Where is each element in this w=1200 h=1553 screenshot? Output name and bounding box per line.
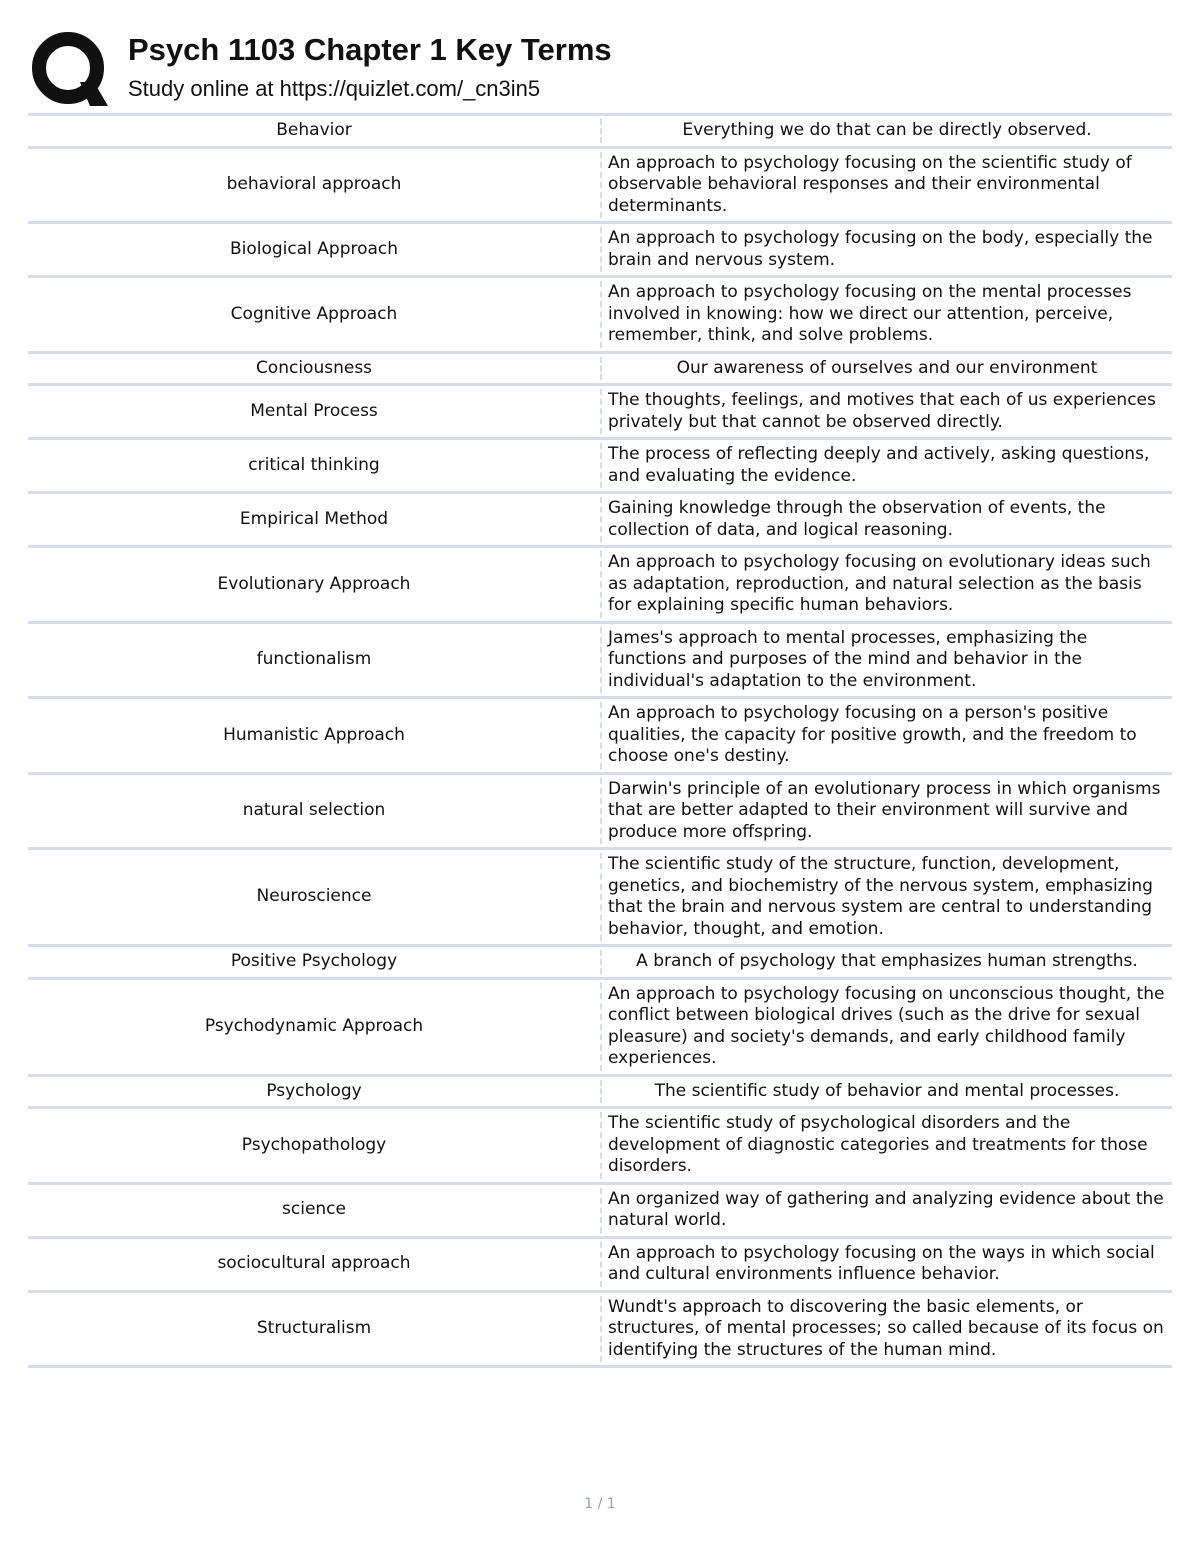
term-row <box>28 386 1172 440</box>
term-label: natural selection <box>242 800 386 820</box>
term-row <box>28 440 1172 494</box>
page-indicator: 1 / 1 <box>584 1496 616 1512</box>
term-row <box>28 947 1172 980</box>
term-definition: The thoughts, feelings, and motives that each of us experiences privately but that cannot be observed directly. <box>608 390 1156 432</box>
term-row <box>28 278 1172 354</box>
quizlet-q-logo-icon <box>30 30 108 108</box>
term-definition: An approach to psychology focusing on the ways in which social and cultural environments influence behavior. <box>608 1242 1155 1284</box>
term-label: Humanistic Approach <box>223 724 405 745</box>
term-definition: An organized way of gathering and analyzing evidence about the natural world. <box>608 1188 1164 1230</box>
term-label: Biological Approach <box>229 238 399 259</box>
term-row <box>28 224 1172 278</box>
term-definition: An approach to psychology focusing on evolutionary ideas such as adaptation, reproduction, and natural selection as the basis for explaining specific human behaviors. <box>608 552 1151 615</box>
term-definition: The scientific study of psychological disorders and the development of diagnostic categories and treatments for those disorders. <box>608 1113 1148 1176</box>
study-online-link[interactable]: Study online at https://quizlet.com/_cn3in5 <box>128 76 541 101</box>
term-label: Mental Process <box>250 400 378 421</box>
term-label: critical thinking <box>248 454 380 475</box>
term-definition: The process of reflecting deeply and actively, asking questions, and evaluating the evidence. <box>608 444 1150 486</box>
term-row <box>28 624 1172 700</box>
term-label: Neuroscience <box>256 886 372 907</box>
term-label: science <box>282 1199 346 1220</box>
page-header <box>28 28 1172 110</box>
term-definition: An approach to psychology focusing on unconscious thought, the conflict between biological drives (such as the drive for sexual pleasure) and society's demands, and early childhood family experiences. <box>608 983 1165 1068</box>
term-label: functionalism <box>256 649 372 669</box>
term-row <box>28 149 1172 225</box>
term-definition: Wundt's approach to discovering the basic elements, or structures, of mental processes; so called because of its focus on identifying the structures of the human mind. <box>608 1296 1164 1360</box>
term-label: Psychodynamic Approach <box>204 1015 424 1036</box>
term-row <box>28 980 1172 1077</box>
term-row <box>28 1109 1172 1185</box>
term-definition: A branch of psychology that emphasizes human strengths. <box>636 951 1138 971</box>
term-row <box>28 354 1172 387</box>
term-row <box>28 494 1172 548</box>
term-definition: James's approach to mental processes, emphasizing the functions and purposes of the mind and behavior in the individual's adaptation to the environment. <box>608 627 1088 691</box>
term-label: Conciousness <box>255 357 373 378</box>
term-definition: An approach to psychology focusing on the body, especially the brain and nervous system. <box>608 228 1153 270</box>
term-definition: Everything we do that can be directly observed. <box>682 120 1092 140</box>
term-row <box>28 1239 1172 1293</box>
term-definition: Our awareness of ourselves and our environment <box>676 357 1098 378</box>
key-terms-table <box>28 113 1172 1368</box>
term-definition: An approach to psychology focusing on the mental processes involved in knowing: how we direct our attention, perceive, remember, think, and solve problems. <box>608 282 1132 345</box>
term-label: Psychology <box>266 1080 362 1101</box>
term-label: Cognitive Approach <box>230 303 398 324</box>
term-definition: The scientific study of the structure, function, development, genetics, and biochemistry of the nervous system, emphasizing that the brain and nervous system are central to understanding behavior, thought, and emotion. <box>608 854 1153 939</box>
term-definition: The scientific study of behavior and mental processes. <box>654 1080 1120 1101</box>
term-label: Psychopathology <box>241 1134 387 1155</box>
term-label: Behavior <box>276 120 352 140</box>
term-label: Positive Psychology <box>230 951 398 971</box>
term-definition: Darwin's principle of an evolutionary process in which organisms that are better adapted to their environment will survive and produce more offspring. <box>608 778 1161 842</box>
term-row <box>28 699 1172 775</box>
term-label: sociocultural approach <box>217 1253 411 1274</box>
term-definition: An approach to psychology focusing on a person's positive qualities, the capacity for positive growth, and the freedom to choose one's destiny. <box>608 703 1137 766</box>
term-row <box>28 1293 1172 1369</box>
term-label: Empirical Method <box>239 508 389 529</box>
term-row <box>28 775 1172 851</box>
term-definition: An approach to psychology focusing on the scientific study of observable behavioral responses and their environmental determinants. <box>608 152 1132 216</box>
term-label: behavioral approach <box>226 174 402 194</box>
term-label: Structuralism <box>256 1318 372 1338</box>
term-row <box>28 1185 1172 1239</box>
page-title: Psych 1103 Chapter 1 Key Terms <box>128 32 612 67</box>
term-definition: Gaining knowledge through the observation of events, the collection of data, and logical reasoning. <box>608 498 1106 540</box>
term-row <box>28 548 1172 624</box>
term-label: Evolutionary Approach <box>217 573 411 594</box>
term-row <box>28 1077 1172 1110</box>
term-row <box>28 116 1172 149</box>
term-row <box>28 850 1172 947</box>
